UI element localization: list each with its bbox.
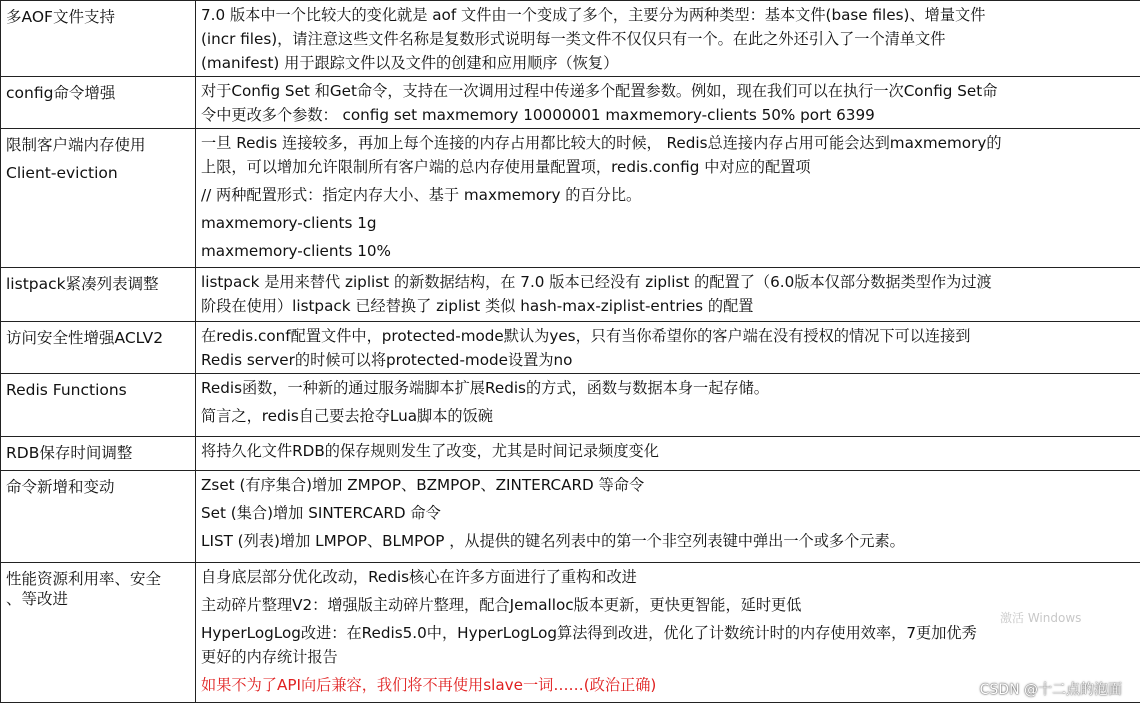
description-line: Zset (有序集合)增加 ZMPOP、BZMPOP、ZINTERCARD 等命令 (201, 476, 645, 494)
feature-name-cell (1, 268, 196, 322)
feature-name-cell (1, 437, 196, 471)
feature-name-secondary: 、等改进 (6, 590, 69, 608)
description-line: 阶段在使用）listpack 已经替换了 ziplist 类似 hash-max-ziplist-entries 的配置 (201, 297, 754, 315)
feature-description-cell (196, 77, 1140, 129)
feature-description-cell (196, 129, 1140, 268)
compatibility-note: 如果不为了API向后兼容，我们将不再使用slave一词……(政治正确) (201, 676, 657, 694)
description-line: 将持久化文件RDB的保存规则发生了改变，尤其是时间记录频度变化 (201, 442, 659, 460)
table-row (1, 1, 1140, 77)
config-example-line: maxmemory-clients 1g (201, 214, 377, 232)
description-line: 令中更改多个参数： config set maxmemory 10000001 maxmemory-clients 50% port 6399 (201, 106, 875, 124)
config-example-line: maxmemory-clients 10% (201, 242, 391, 260)
feature-name: listpack紧凑列表调整 (6, 275, 159, 293)
feature-description-cell (196, 437, 1140, 471)
table-row (1, 374, 1140, 437)
feature-name-cell (1, 471, 196, 563)
feature-name: 命令新增和变动 (6, 478, 115, 496)
description-line: 一旦 Redis 连接较多，再加上每个连接的内存占用都比较大的时候， Redis总连接内存占用可能会达到maxmemory的 (201, 134, 1002, 152)
table-row (1, 129, 1140, 268)
table-row (1, 322, 1140, 374)
description-line: LIST (列表)增加 LMPOP、BLMPOP ，从提供的键名列表中的第一个非空列表键中弹出一个或多个元素。 (201, 532, 905, 550)
feature-name-cell (1, 374, 196, 437)
windows-activation-watermark: 激活 Windows (1000, 611, 1082, 625)
table-row (1, 471, 1140, 563)
description-line: listpack 是用来替代 ziplist 的新数据结构，在 7.0 版本已经没有 ziplist 的配置了（6.0版本仅部分数据类型作为过渡 (201, 273, 992, 291)
feature-description-cell (196, 322, 1140, 374)
description-line: 主动碎片整理V2：增强版主动碎片整理，配合Jemalloc版本更新，更快更智能，延时更低 (201, 596, 802, 614)
description-line: // 两种配置形式：指定内存大小、基于 maxmemory 的百分比。 (201, 186, 642, 204)
feature-name-cell (1, 77, 196, 129)
description-line: 7.0 版本中一个比较大的变化就是 aof 文件由一个变成了多个，主要分为两种类型：基本文件(base files)、增量文件 (201, 6, 986, 24)
table-row (1, 268, 1140, 322)
feature-name-cell (1, 563, 196, 703)
feature-name-cell (1, 129, 196, 268)
feature-name: 限制客户端内存使用 (6, 136, 146, 154)
description-line: (incr files)，请注意这些文件名称是复数形式说明每一类文件不仅仅只有一个。在此之外还引入了一个清单文件 (201, 30, 946, 48)
description-line: Set (集合)增加 SINTERCARD 命令 (201, 504, 441, 522)
description-line: 自身底层部分优化改动，Redis核心在许多方面进行了重构和改进 (201, 568, 637, 586)
description-line: Redis函数，一种新的通过服务端脚本扩展Redis的方式，函数与数据本身一起存储。 (201, 379, 769, 397)
feature-description-cell (196, 1, 1140, 77)
csdn-author-credit: CSDN @十二点的泡面 (979, 682, 1122, 698)
feature-name: Redis Functions (6, 381, 127, 399)
description-line: Redis server的时候可以将protected-mode设置为no (201, 351, 573, 369)
feature-name-secondary: Client-eviction (6, 164, 118, 182)
table-row (1, 563, 1140, 703)
feature-description-cell (196, 471, 1140, 563)
table-row (1, 77, 1140, 129)
feature-name-cell (1, 322, 196, 374)
feature-name: config命令增强 (6, 84, 116, 102)
description-line: 更好的内存统计报告 (201, 648, 338, 666)
description-line: (manifest) 用于跟踪文件以及文件的创建和应用顺序（恢复） (201, 54, 619, 72)
description-line: 对于Config Set 和Get命令，支持在一次调用过程中传递多个配置参数。例如，现在我们可以在执行一次Config Set命 (201, 82, 998, 100)
feature-name-cell (1, 1, 196, 77)
feature-name: 性能资源利用率、安全 (6, 570, 162, 588)
feature-description-cell (196, 268, 1140, 322)
description-line: 在redis.conf配置文件中，protected-mode默认为yes，只有当你希望你的客户端在没有授权的情况下可以连接到 (201, 327, 971, 345)
description-line: 上限，可以增加允许限制所有客户端的总内存使用量配置项，redis.config 中对应的配置项 (201, 158, 811, 176)
feature-name: 多AOF文件支持 (6, 8, 115, 26)
feature-description-cell (196, 374, 1140, 437)
feature-name: RDB保存时间调整 (6, 444, 133, 462)
table-row (1, 437, 1140, 471)
feature-name: 访问安全性增强ACLV2 (6, 329, 164, 347)
description-line: 简言之，redis自己要去抢夺Lua脚本的饭碗 (201, 407, 493, 425)
description-line: HyperLogLog改进：在Redis5.0中，HyperLogLog算法得到改进，优化了计数统计时的内存使用效率，7更加优秀 (201, 624, 977, 642)
